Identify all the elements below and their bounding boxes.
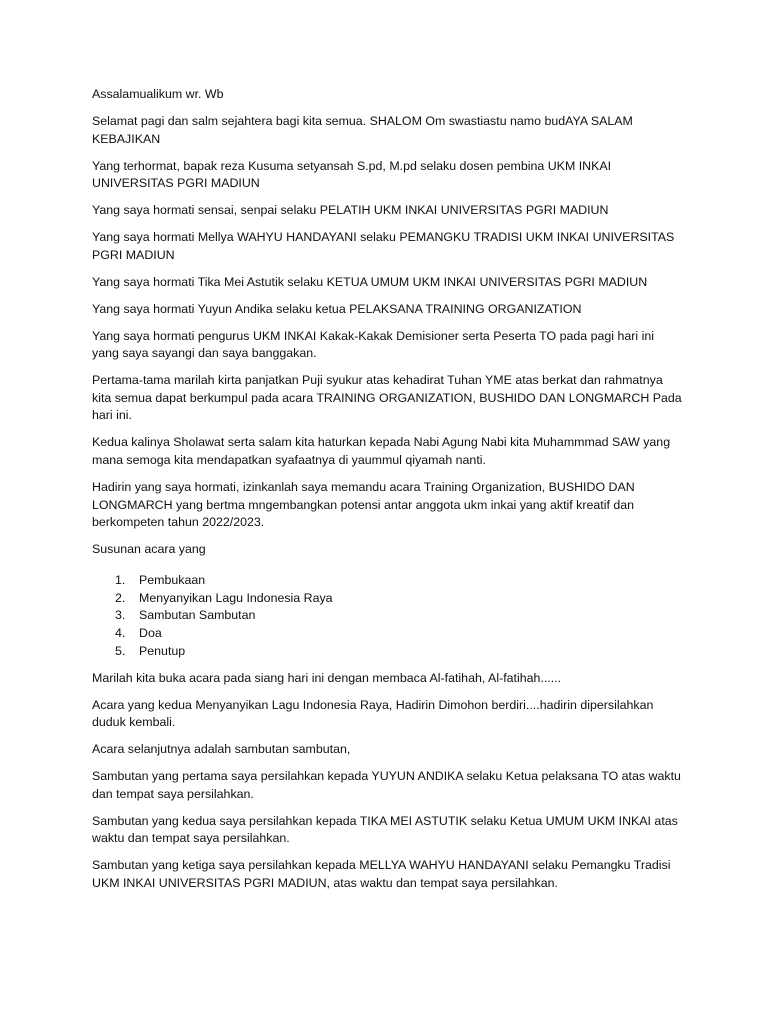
list-number: 4.: [115, 625, 126, 640]
paragraph-salutation: Selamat pagi dan salm sejahtera bagi kita semua. SHALOM Om swastiastu namo budAYA SALAM KEBAJIKAN: [92, 113, 633, 146]
paragraph-greeting: Assalamualikum wr. Wb: [92, 87, 224, 101]
list-item: [92, 590, 682, 608]
paragraph-introduction: Hadirin yang saya hormati, izinkanlah saya memandu acara Training Organization, BUSHIDO DAN LONGMARCH yang bertma mngembangkan potensi antar anggota ukm inkai yang aktif kreatif dan berkompeten tahun 2022/2023.: [92, 480, 635, 530]
list-item: [92, 572, 682, 590]
list-label: Sambutan Sambutan: [139, 608, 256, 623]
paragraph-speech-third: Sambutan yang ketiga saya persilahkan kepada MELLYA WAHYU HANDAYANI selaku Pemangku Tradisi UKM INKAI UNIVERSITAS PGRI MADIUN, atas waktu dan tempat saya persilahkan.: [92, 858, 671, 890]
paragraph-speech-second: Sambutan yang kedua saya persilahkan kepada TIKA MEI ASTUTIK selaku Ketua UMUM UKM INKAI atas waktu dan tempat saya persilahkan.: [92, 813, 678, 846]
list-label: Doa: [139, 625, 162, 640]
paragraph-speech-first: Sambutan yang pertama saya persilahkan kepada YUYUN ANDIKA selaku Ketua pelaksana TO atas waktu dan tempat saya persilahkan.: [92, 769, 681, 801]
paragraph-honor-advisor: Yang terhormat, bapak reza Kusuma setyansah S.pd, M.pd selaku dosen pembina UKM INKAI UNIVERSITAS PGRI MADIUN: [92, 158, 612, 191]
list-item: [92, 607, 682, 625]
paragraph-agenda-heading: Susunan acara yang: [92, 542, 206, 557]
paragraph-honor-tradition-keeper: Yang saya hormati Mellya WAHYU HANDAYANI selaku PEMANGKU TRADISI UKM INKAI UNIVERSITAS PGRI MADIUN: [92, 230, 675, 262]
list-label: Menyanyikan Lagu Indonesia Raya: [139, 590, 333, 605]
paragraph-honor-organizer: Yang saya hormati Yuyun Andika selaku ketua PELAKSANA TRAINING ORGANIZATION: [92, 301, 582, 316]
list-item: [92, 643, 682, 661]
paragraph-honor-committee: Yang saya hormati pengurus UKM INKAI Kakak-Kakak Demisioner serta Peserta TO pada pagi hari ini yang saya sayangi dan saya banggakan.: [92, 328, 654, 361]
list-number: 5.: [115, 643, 126, 658]
document-page: [92, 86, 682, 902]
paragraph-gratitude: Pertama-tama marilah kirta panjatkan Puji syukur atas kehadirat Tuhan YME atas berkat dan rahmatnya kita semua dapat berkumpul pada acara TRAINING ORGANIZATION, BUSHIDO DAN LONGMARCH Pada hari ini.: [92, 373, 682, 423]
list-label: Pembukaan: [139, 573, 206, 588]
list-number: 2.: [115, 590, 126, 605]
paragraph-honor-trainer: Yang saya hormati sensai, senpai selaku PELATIH UKM INKAI UNIVERSITAS PGRI MADIUN: [92, 203, 609, 218]
paragraph-speeches-intro: Acara selanjutnya adalah sambutan sambutan,: [92, 742, 351, 757]
agenda-list: [92, 568, 682, 660]
list-item: [92, 625, 682, 643]
list-number: 3.: [115, 608, 126, 623]
paragraph-anthem: Acara yang kedua Menyanyikan Lagu Indonesia Raya, Hadirin Dimohon berdiri....hadirin dipersilahkan duduk kembali.: [92, 697, 654, 730]
list-number: 1.: [115, 573, 126, 588]
list-label: Penutup: [139, 643, 186, 658]
paragraph-sholawat: Kedua kalinya Sholawat serta salam kita haturkan kepada Nabi Agung Nabi kita Muhammmad SAW yang mana semoga kita mendapatkan syafaatnya di yaummul qiyamah nanti.: [92, 435, 671, 468]
paragraph-opening-prayer: Marilah kita buka acara pada siang hari ini dengan membaca Al-fatihah, Al-fatihah......: [92, 670, 562, 685]
paragraph-honor-chair: Yang saya hormati Tika Mei Astutik selaku KETUA UMUM UKM INKAI UNIVERSITAS PGRI MADIUN: [92, 274, 648, 289]
